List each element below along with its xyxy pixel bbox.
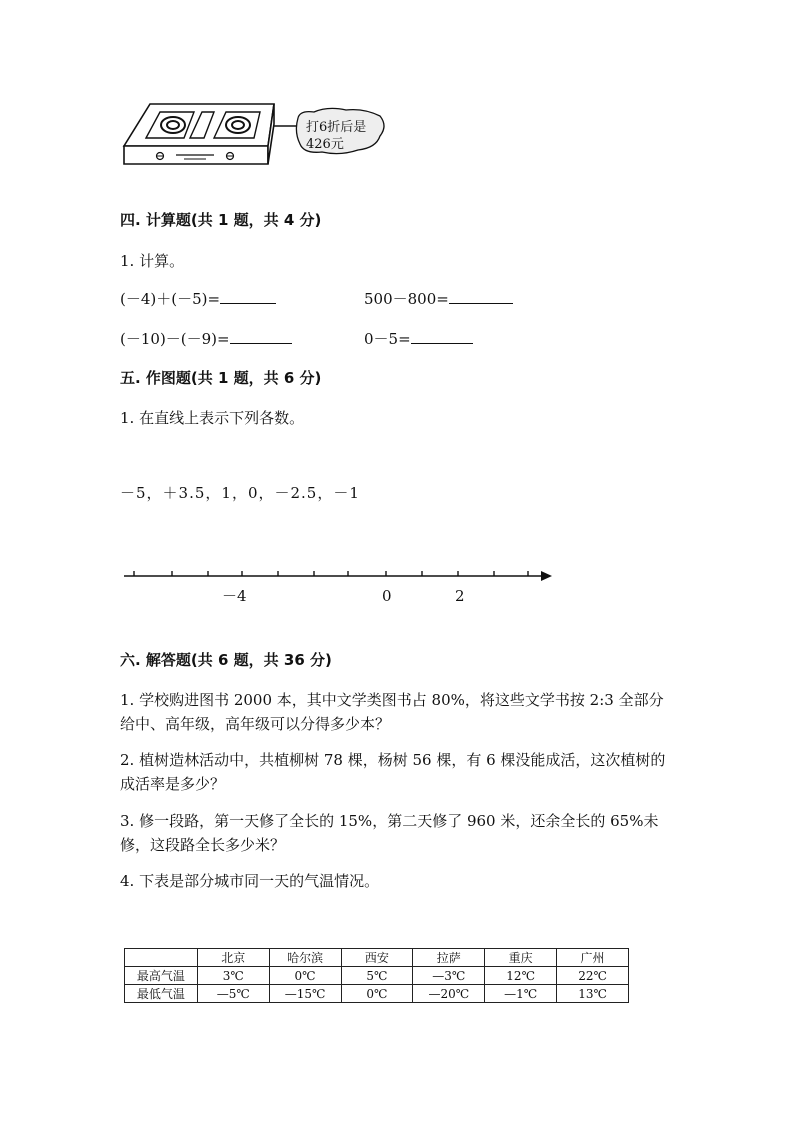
table-cell: —15℃ [269,985,341,1003]
section-4-title: 四. 计算题(共 1 题，共 4 分) [120,211,322,229]
table-cell: 22℃ [557,967,629,985]
table-cell: 13℃ [557,985,629,1003]
calc-item-2-expr: 500－800= [364,290,449,308]
calc-item-4-expr: 0－5= [364,330,411,348]
table-header-row [125,949,629,967]
table-header-cell: 哈尔滨 [269,949,341,967]
table-row [125,985,629,1003]
table-header-cell: 重庆 [485,949,557,967]
calc-item-4 [364,327,473,351]
section-4-question-1: 1. 计算。 [120,252,185,270]
price-tag-line-2: 426元 [306,137,344,152]
answer-blank[interactable] [411,329,473,344]
table-row [125,967,629,985]
axis-label-neg-4: －4 [222,587,247,605]
table-cell: —3℃ [413,967,485,985]
table-cell: —5℃ [197,985,269,1003]
section-6-question-1: 1. 学校购进图书 2000 本，其中文学类图书占 80%，将这些文学书按 2:3 全部分给中、高年级，高年级可以分得多少本？ [120,691,664,733]
table-cell: —1℃ [485,985,557,1003]
table-header-cell: 广州 [557,949,629,967]
calc-item-1 [120,287,276,311]
number-line [124,565,554,587]
axis-label-0: 0 [382,587,392,605]
table-header-cell [125,949,198,967]
table-cell: 最低气温 [125,985,198,1003]
table-cell: 0℃ [341,985,413,1003]
calc-item-1-expr: (－4)＋(－5)= [120,290,221,308]
calc-item-3 [120,327,292,351]
table-header-cell: 拉萨 [413,949,485,967]
table-cell: 3℃ [197,967,269,985]
calc-item-3-expr: (－10)－(－9)= [120,330,230,348]
table-cell: 0℃ [269,967,341,985]
table-cell: —20℃ [413,985,485,1003]
section-6-title: 六. 解答题(共 6 题，共 36 分) [120,651,332,669]
section-6-question-4: 4. 下表是部分城市同一天的气温情况。 [120,872,380,890]
axis-label-2: 2 [455,587,465,605]
price-tag-line-1: 打6折后是 [306,120,367,135]
numbers-to-plot: －5，＋3.5，1，0，－2.5，－1 [120,484,360,502]
section-6-question-3: 3. 修一段路，第一天修了全长的 15%，第二天修了 960 米，还余全长的 65%未修，这段路全长多少米？ [120,812,659,854]
temperature-table [124,948,629,1003]
section-5-title: 五. 作图题(共 1 题，共 6 分) [120,369,322,387]
table-cell: 12℃ [485,967,557,985]
answer-blank[interactable] [449,289,513,304]
section-5-question-1: 1. 在直线上表示下列各数。 [120,409,305,427]
answer-blank[interactable] [220,289,276,304]
table-header-cell: 北京 [197,949,269,967]
table-cell: 5℃ [341,967,413,985]
table-header-cell: 西安 [341,949,413,967]
section-6-question-2: 2. 植树造林活动中，共植柳树 78 棵，杨树 56 棵，有 6 棵没能成活，这次植树的成活率是多少？ [120,751,666,793]
answer-blank[interactable] [230,329,292,344]
table-cell: 最高气温 [125,967,198,985]
calc-item-2 [364,287,513,311]
